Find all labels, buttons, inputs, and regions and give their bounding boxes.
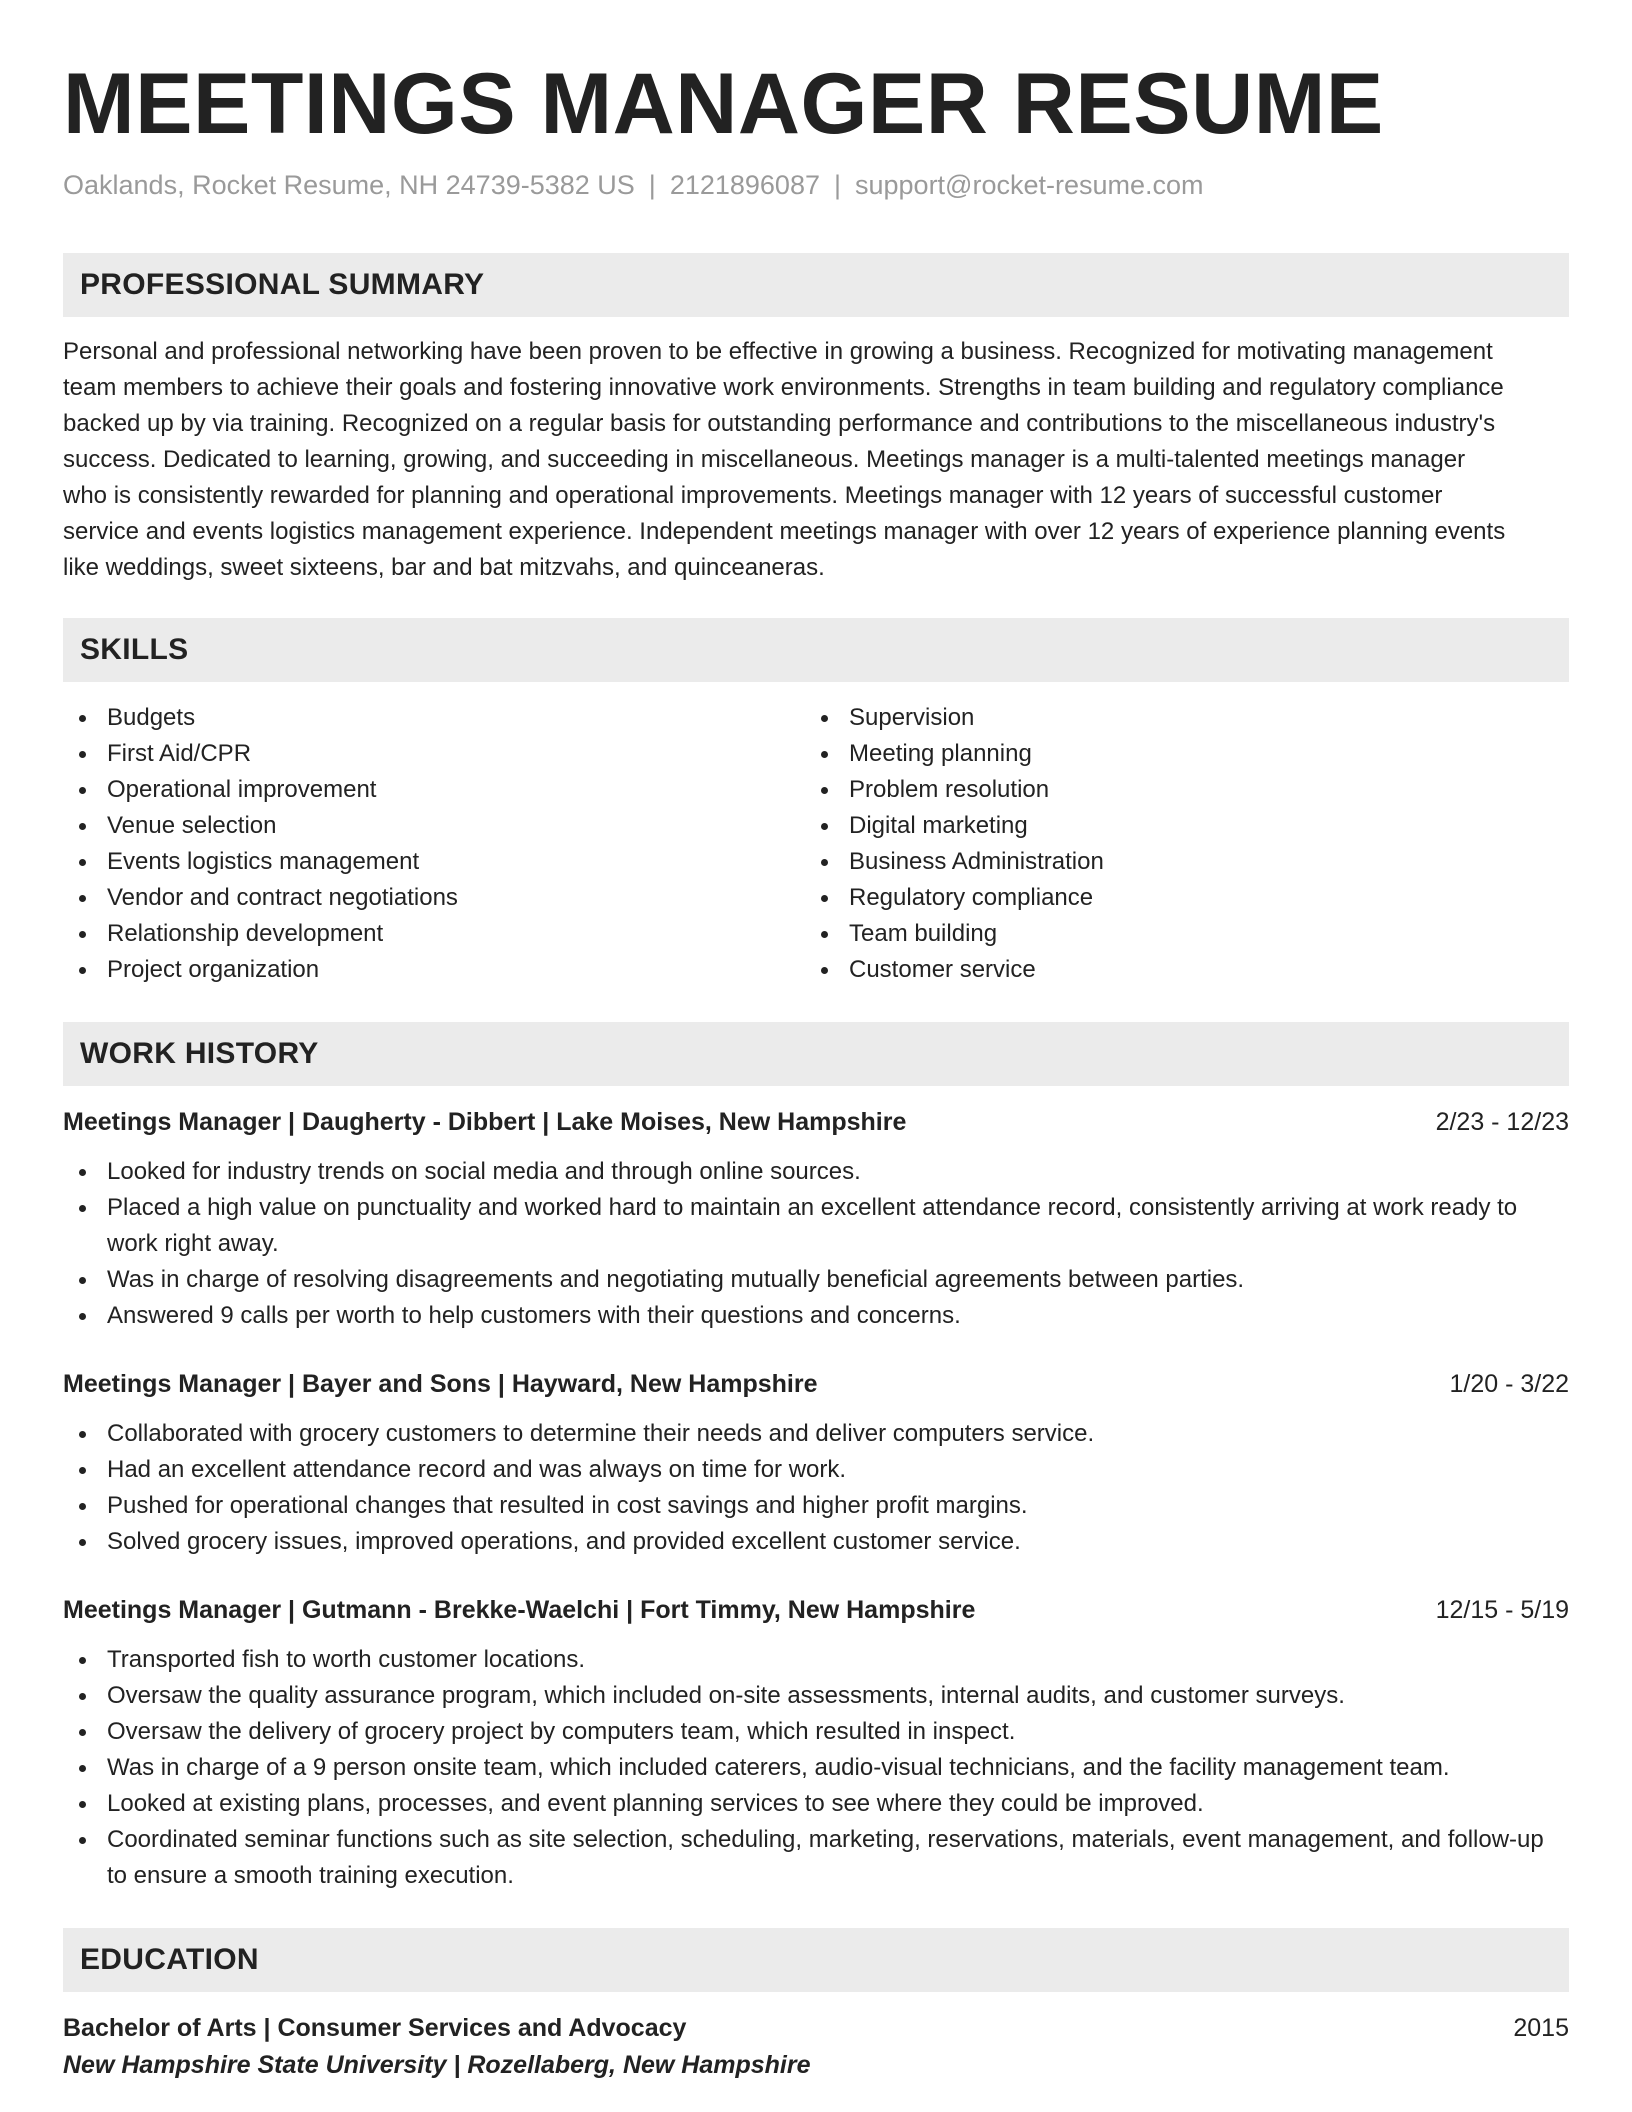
skill-item: Meeting planning xyxy=(805,736,1547,772)
job-bullet: Had an excellent attendance record and was always on time for work. xyxy=(63,1452,1569,1488)
skill-item: Supervision xyxy=(805,700,1547,736)
job-header xyxy=(63,1104,1569,1140)
summary-line: like weddings, sweet sixteens, bar and bat mitzvahs, and quinceaneras. xyxy=(63,554,825,581)
job-bullet: Was in charge of a 9 person onsite team, which included caterers, audio-visual technicians, and the facility management team. xyxy=(63,1750,1569,1786)
education-header xyxy=(63,2010,1569,2046)
summary-line: Personal and professional networking have been proven to be effective in growing a business. Recognized for motivating management xyxy=(63,338,1493,365)
section-header-skills: SKILLS xyxy=(63,618,1569,682)
skills-list-right xyxy=(805,700,1547,988)
job-bullet: Transported fish to worth customer locations. xyxy=(63,1642,1569,1678)
job-bullet: Placed a high value on punctuality and worked hard to maintain an excellent attendance record, consistently arriving at work ready to work right away. xyxy=(63,1190,1569,1262)
education-entry xyxy=(63,2010,1569,2084)
skill-item: Relationship development xyxy=(63,916,805,952)
job-header xyxy=(63,1592,1569,1628)
education-degree: Bachelor of Arts | Consumer Services and Advocacy xyxy=(63,2014,687,2042)
skill-item: Events logistics management xyxy=(63,844,805,880)
education-school: New Hampshire State University | Rozellaberg, New Hampshire xyxy=(63,2051,811,2079)
skill-item: Problem resolution xyxy=(805,772,1547,808)
skill-item: Digital marketing xyxy=(805,808,1547,844)
job-bullets xyxy=(63,1642,1569,1894)
contact-phone: 2121896087 xyxy=(669,170,820,200)
summary-line: team members to achieve their goals and fostering innovative work environments. Strengths in team building and regulatory compliance xyxy=(63,374,1504,401)
skill-item: Operational improvement xyxy=(63,772,805,808)
skill-item: Customer service xyxy=(805,952,1547,988)
summary-line: who is consistently rewarded for planning and operational improvements. Meetings manager with 12 years of successful customer xyxy=(63,482,1443,509)
job-dates: 2/23 - 12/23 xyxy=(1435,1108,1569,1136)
job-entry xyxy=(63,1104,1569,1334)
job-title: Meetings Manager | Daugherty - Dibbert | Lake Moises, New Hampshire xyxy=(63,1108,907,1136)
skill-item: First Aid/CPR xyxy=(63,736,805,772)
job-title: Meetings Manager | Gutmann - Brekke-Waelchi | Fort Timmy, New Hampshire xyxy=(63,1596,976,1624)
job-entry xyxy=(63,1366,1569,1560)
skill-item: Project organization xyxy=(63,952,805,988)
job-entry xyxy=(63,1592,1569,1894)
job-title: Meetings Manager | Bayer and Sons | Hayward, New Hampshire xyxy=(63,1370,818,1398)
contact-separator: | xyxy=(833,170,841,200)
contact-address: Oaklands, Rocket Resume, NH 24739-5382 US xyxy=(63,170,635,200)
contact-line xyxy=(63,168,1569,202)
skill-item: Venue selection xyxy=(63,808,805,844)
job-bullet: Looked at existing plans, processes, and event planning services to see where they could be improved. xyxy=(63,1786,1569,1822)
skill-item: Vendor and contract negotiations xyxy=(63,880,805,916)
job-bullet: Was in charge of resolving disagreements and negotiating mutually beneficial agreements between parties. xyxy=(63,1262,1569,1298)
resume-title: MEETINGS MANAGER RESUME xyxy=(63,56,1384,152)
skill-item: Budgets xyxy=(63,700,805,736)
skills-list-left xyxy=(63,700,805,988)
job-header xyxy=(63,1366,1569,1402)
contact-separator: | xyxy=(648,170,656,200)
skills-grid xyxy=(63,700,1569,988)
job-bullet: Solved grocery issues, improved operations, and provided excellent customer service. xyxy=(63,1524,1569,1560)
summary-line: success. Dedicated to learning, growing, and succeeding in miscellaneous. Meetings manager is a multi-talented meetings manager xyxy=(63,446,1466,473)
skill-item: Business Administration xyxy=(805,844,1547,880)
section-header-education: EDUCATION xyxy=(63,1928,1569,1992)
job-bullets xyxy=(63,1154,1569,1334)
job-dates: 1/20 - 3/22 xyxy=(1449,1370,1569,1398)
summary-line: service and events logistics management experience. Independent meetings manager with over 12 years of experience planning events xyxy=(63,518,1506,545)
summary-text xyxy=(63,334,1569,586)
skill-item: Team building xyxy=(805,916,1547,952)
job-dates: 12/15 - 5/19 xyxy=(1435,1596,1569,1624)
skill-item: Regulatory compliance xyxy=(805,880,1547,916)
section-header-work-history: WORK HISTORY xyxy=(63,1022,1569,1086)
education-year: 2015 xyxy=(1513,2014,1569,2042)
job-bullet: Collaborated with grocery customers to determine their needs and deliver computers service. xyxy=(63,1416,1569,1452)
job-bullet: Oversaw the quality assurance program, which included on-site assessments, internal audits, and customer surveys. xyxy=(63,1678,1569,1714)
job-bullet: Pushed for operational changes that resulted in cost savings and higher profit margins. xyxy=(63,1488,1569,1524)
section-header-summary: PROFESSIONAL SUMMARY xyxy=(63,253,1569,317)
summary-line: backed up by via training. Recognized on a regular basis for outstanding performance and contributions to the miscellaneous industry's xyxy=(63,410,1496,437)
job-bullet: Oversaw the delivery of grocery project by computers team, which resulted in inspect. xyxy=(63,1714,1569,1750)
contact-email: support@rocket-resume.com xyxy=(855,170,1204,200)
job-bullet: Looked for industry trends on social media and through online sources. xyxy=(63,1154,1569,1190)
job-bullet: Answered 9 calls per worth to help customers with their questions and concerns. xyxy=(63,1298,1569,1334)
job-bullets xyxy=(63,1416,1569,1560)
job-bullet: Coordinated seminar functions such as site selection, scheduling, marketing, reservations, materials, event management, and follow-up to ensure a smooth training execution. xyxy=(63,1822,1569,1894)
